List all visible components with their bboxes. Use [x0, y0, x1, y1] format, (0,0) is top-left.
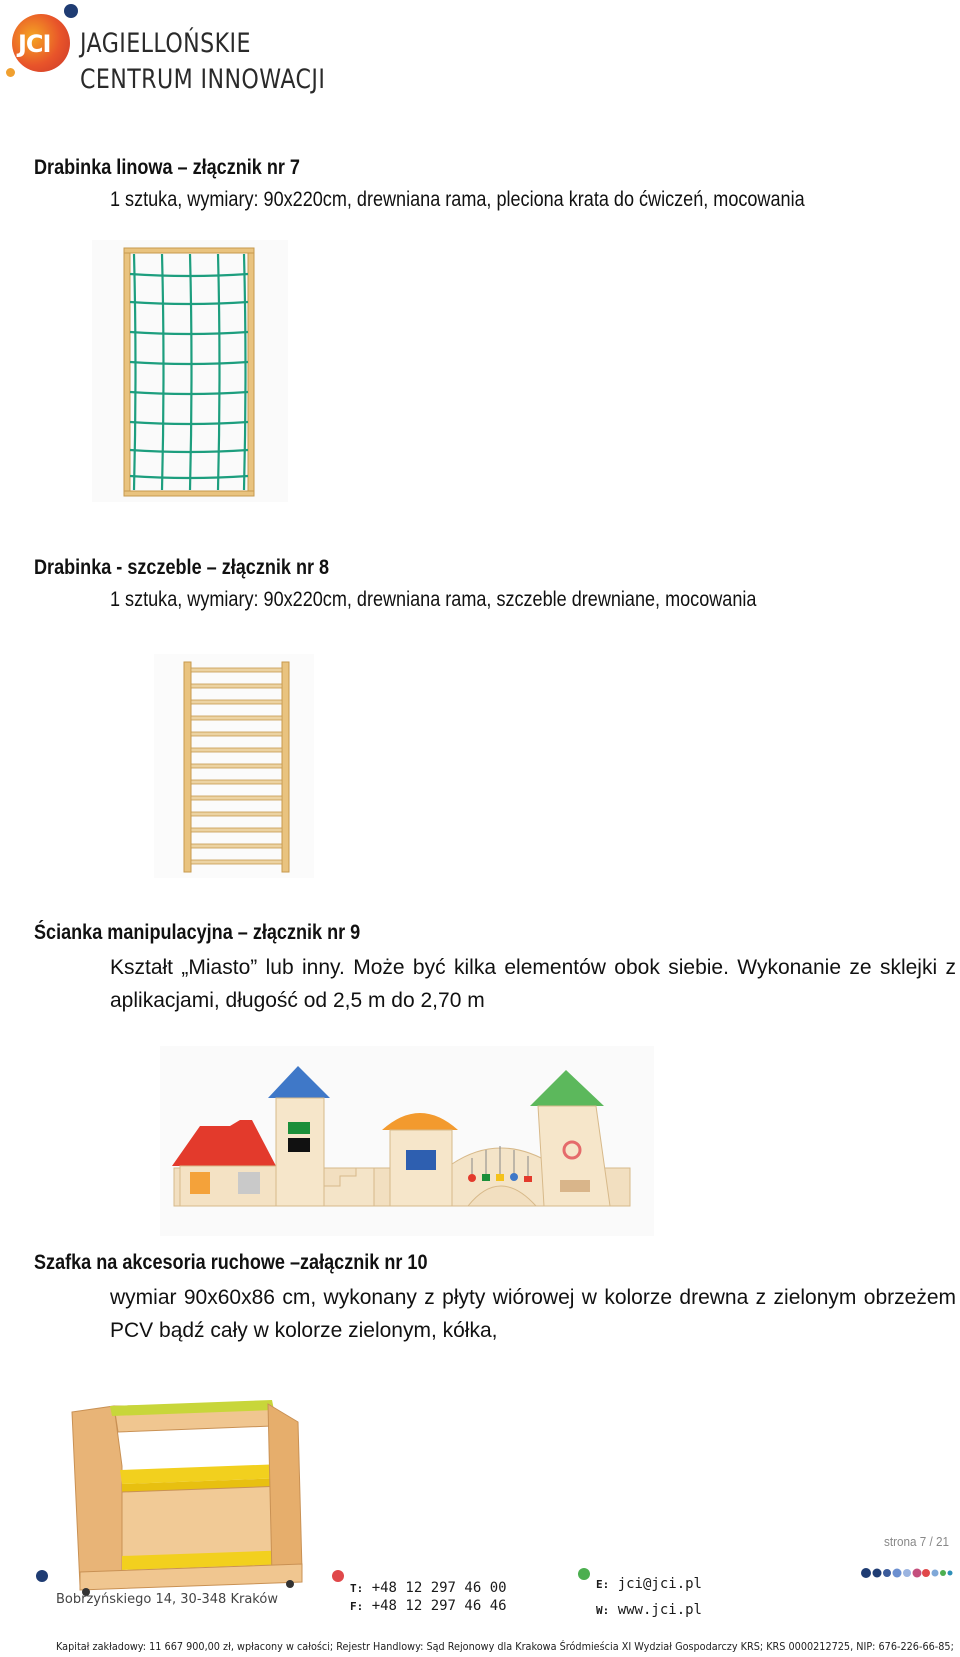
- description-line: wymiar 90x60x86 cm, wykonany z płyty wiórowej w kolorze drewna z zielonym obrzeżem: [110, 1286, 956, 1309]
- web-label: W:: [596, 1604, 610, 1617]
- footer-phone: [350, 1580, 507, 1596]
- rope-net-ladder-image: [92, 240, 288, 502]
- footer-dot: [332, 1570, 344, 1582]
- email-link[interactable]: jci@jci.pl: [617, 1576, 702, 1592]
- item-heading: Szafka na akcesoria ruchowe –załącznik nr 10: [34, 1251, 428, 1274]
- fax-label: F:: [350, 1600, 364, 1613]
- wall-bars-ladder-image: [154, 654, 314, 878]
- footer-web[interactable]: [596, 1602, 702, 1618]
- legal-notice: Kapitał zakładowy: 11 667 900,00 zł, wpłacony w całości; Rejestr Handlowy: Sąd Rejonowy dla Krakowa Śródmieścia XI Wydział Gospodarczy KRS; KRS 0000212725, NIP: 676-226-66-85;: [56, 1640, 954, 1653]
- footer-dot: [578, 1568, 590, 1580]
- footer-address: Bobrzyńskiego 14, 30-348 Kraków: [56, 1592, 278, 1607]
- description-line: Kształt „Miasto” lub inny. Może być kilka elementów obok siebie. Wykonanie ze sklejki z: [110, 956, 956, 979]
- phone-label: T:: [350, 1582, 364, 1595]
- item-heading: Ścianka manipulacyjna – złącznik nr 9: [34, 921, 361, 944]
- footer-dot: [36, 1570, 48, 1582]
- fax-number: +48 12 297 46 46: [371, 1598, 507, 1614]
- accessory-cabinet-image: [62, 1386, 322, 1598]
- email-label: E:: [596, 1578, 610, 1591]
- description-line: aplikacjami, długość od 2,5 m do 2,70 m: [110, 989, 485, 1012]
- manipulation-wall-city-image: [160, 1046, 654, 1236]
- item-description: 1 sztuka, wymiary: 90x220cm, drewniana rama, pleciona krata do ćwiczeń, mocowania: [110, 188, 805, 211]
- logo-dot: [64, 4, 78, 18]
- logo-dot: [6, 68, 15, 77]
- item-description: [110, 951, 956, 1017]
- item-heading: Drabinka - szczeble – złącznik nr 8: [34, 556, 330, 579]
- logo-abbr: JCI: [18, 30, 51, 58]
- web-link[interactable]: www.jci.pl: [617, 1602, 702, 1618]
- footer-email[interactable]: [596, 1576, 702, 1592]
- footer-dots-decoration: [860, 1566, 956, 1580]
- description-line: PCV bądź cały w kolorze zielonym, kółka,: [110, 1319, 498, 1342]
- logo-line2: CENTRUM INNOWACJI: [80, 64, 326, 95]
- footer-fax: [350, 1598, 507, 1614]
- logo-line1: JAGIELLOŃSKIE: [80, 28, 251, 59]
- item-heading: Drabinka linowa – złącznik nr 7: [34, 156, 300, 179]
- phone-number: +48 12 297 46 00: [371, 1580, 507, 1596]
- item-description: [110, 1281, 956, 1347]
- page-number: strona 7 / 21: [884, 1534, 950, 1549]
- item-description: 1 sztuka, wymiary: 90x220cm, drewniana rama, szczeble drewniane, mocowania: [110, 588, 757, 611]
